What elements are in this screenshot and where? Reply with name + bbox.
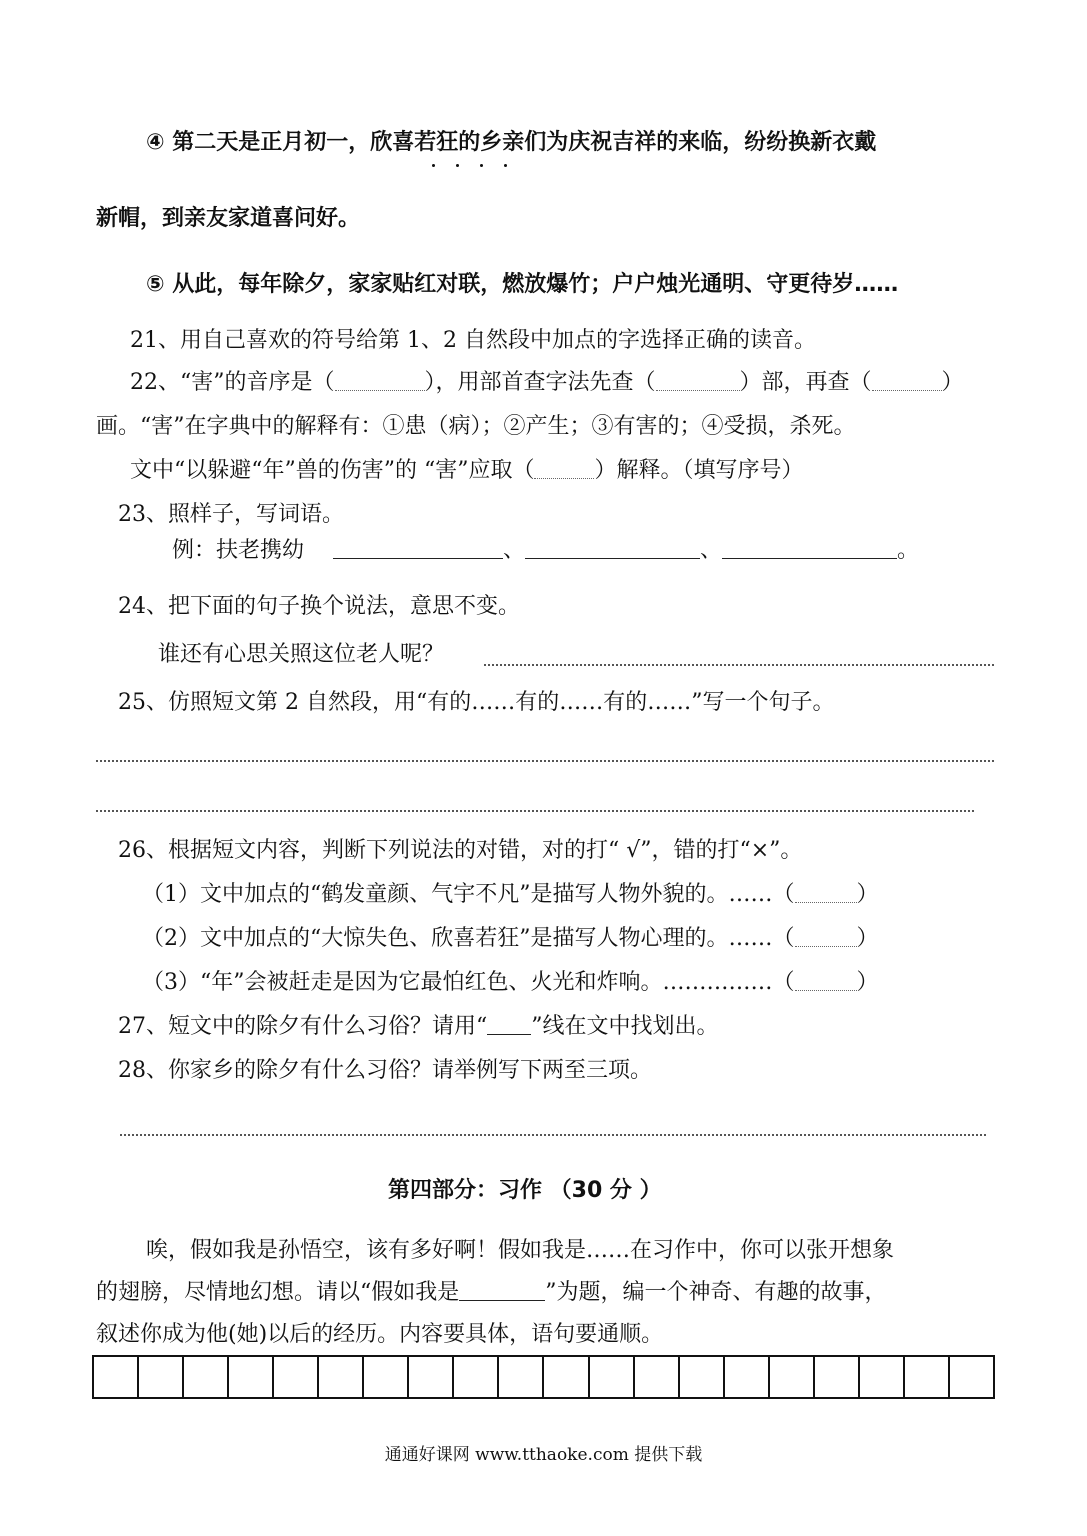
question-22-line3: [130, 456, 804, 486]
grid-cell[interactable]: [860, 1357, 905, 1397]
section-4-line3: 叙述你成为他(她)以后的经历。内容要具体，语句要通顺。: [96, 1322, 664, 1347]
grid-cell[interactable]: [544, 1357, 589, 1397]
question-26-3: [142, 968, 879, 998]
question-27: [118, 1012, 719, 1042]
essay-writing-grid[interactable]: [92, 1355, 995, 1399]
q27-underline-sample: [487, 1014, 531, 1035]
grid-cell[interactable]: [139, 1357, 184, 1397]
emphasis-dot: [456, 164, 459, 167]
grid-cell[interactable]: [815, 1357, 860, 1397]
q24-answer-line[interactable]: [484, 664, 994, 666]
q23-separator-2: 、: [700, 538, 723, 563]
grid-cell[interactable]: [409, 1357, 454, 1397]
grid-cell[interactable]: [454, 1357, 499, 1397]
q23-separator-1: 、: [503, 538, 526, 563]
q22-text-d: ）: [941, 370, 964, 395]
question-26-2: [142, 924, 879, 954]
grid-cell[interactable]: [770, 1357, 815, 1397]
essay-title-blank[interactable]: [459, 1280, 545, 1301]
q22-text-a: 22、“害”的音序是（: [130, 370, 335, 395]
q26-3-text: （3）“年”会被赶走是因为它最怕红色、火光和炸响。……………（: [142, 970, 795, 995]
story-para-5-line1: ⑤ 从此，每年除夕，家家贴红对联，燃放爆竹；户户烛光通明、守更待岁……: [146, 272, 899, 297]
section-4-title: 第四部分：习作 （30 分 ）: [388, 1178, 662, 1203]
story-para-4-line1: ④ 第二天是正月初一，欣喜若狂的乡亲们为庆祝吉祥的来临，纷纷换新衣戴: [146, 130, 877, 155]
question-24: 24、把下面的句子换个说法，意思不变。: [118, 594, 520, 619]
grid-cell[interactable]: [229, 1357, 274, 1397]
grid-cell[interactable]: [590, 1357, 635, 1397]
question-22-line2: 画。“害”在字典中的解释有：①患（病）；②产生；③有害的；④受损，杀死。: [96, 414, 856, 439]
question-24-sentence: 谁还有心思关照这位老人呢？: [158, 642, 445, 667]
question-26-1: [142, 880, 879, 910]
grid-cell[interactable]: [274, 1357, 319, 1397]
grid-cell[interactable]: [499, 1357, 544, 1397]
question-26: 26、根据短文内容，判断下列说法的对错，对的打“ √”，错的打“×”。: [118, 838, 803, 863]
q22-line3-text-b: ）解释。（填写序号）: [594, 458, 804, 483]
q22-blank-1[interactable]: [335, 370, 425, 391]
grid-cell[interactable]: [364, 1357, 409, 1397]
q26-3-close: ）: [856, 970, 879, 995]
q25-answer-line-1[interactable]: [96, 760, 994, 762]
section-4-line2: [96, 1278, 887, 1308]
emphasis-dot: [504, 164, 507, 167]
grid-cell[interactable]: [184, 1357, 229, 1397]
grid-cell[interactable]: [319, 1357, 364, 1397]
q26-2-close: ）: [856, 926, 879, 951]
question-22-line1: [130, 368, 964, 398]
grid-cell[interactable]: [725, 1357, 770, 1397]
q27-text-b: ”线在文中找划出。: [531, 1014, 719, 1039]
q23-example: 例：扶老携幼: [172, 538, 305, 563]
q22-line3-text-a: 文中“以躲避“年”兽的伤害”的 “害”应取（: [130, 458, 535, 483]
question-21: 21、用自己喜欢的符号给第 1、2 自然段中加点的字选择正确的读音。: [130, 328, 816, 353]
q28-answer-line[interactable]: [120, 1134, 986, 1136]
q26-2-text: （2）文中加点的“大惊失色、欣喜若狂”是描写人物心理的。……（: [142, 926, 795, 951]
q23-end: 。: [897, 538, 920, 563]
emphasis-dot: [480, 164, 483, 167]
q23-answer-3[interactable]: [722, 538, 897, 559]
q26-1-answer[interactable]: [795, 882, 857, 903]
grid-cell[interactable]: [950, 1357, 993, 1397]
question-23-example-row: [172, 536, 919, 566]
q22-blank-3[interactable]: [872, 370, 942, 391]
q22-text-c: ）部，再查（: [739, 370, 872, 395]
grid-cell[interactable]: [905, 1357, 950, 1397]
section-4-line2-a: 的翅膀，尽情地幻想。请以“假如我是: [96, 1280, 460, 1305]
question-28: 28、你家乡的除夕有什么习俗？请举例写下两至三项。: [118, 1058, 652, 1083]
q22-blank-2[interactable]: [656, 370, 740, 391]
page-footer: 通通好课网 www.tthaoke.com 提供下载: [384, 1445, 703, 1465]
story-para-4-line2: 新帽，到亲友家道喜问好。: [96, 206, 361, 231]
question-23: 23、照样子，写词语。: [118, 502, 344, 527]
q26-1-close: ）: [856, 882, 879, 907]
q23-answer-1[interactable]: [333, 538, 503, 559]
q22-blank-4[interactable]: [534, 458, 594, 479]
q22-text-b: ），用部首查字法先查（: [424, 370, 656, 395]
grid-cell[interactable]: [635, 1357, 680, 1397]
q26-1-text: （1）文中加点的“鹤发童颜、气宇不凡”是描写人物外貌的。……（: [142, 882, 795, 907]
grid-cell[interactable]: [680, 1357, 725, 1397]
q27-text-a: 27、短文中的除夕有什么习俗？请用“: [118, 1014, 488, 1039]
q26-2-answer[interactable]: [795, 926, 857, 947]
question-25: 25、仿照短文第 2 自然段，用“有的……有的……有的……”写一个句子。: [118, 690, 835, 715]
section-4-line1: 唉，假如我是孙悟空，该有多好啊！假如我是……在习作中，你可以张开想象: [146, 1238, 895, 1263]
q25-answer-line-2[interactable]: [96, 810, 974, 812]
section-4-line2-b: ”为题，编一个神奇、有趣的故事，: [545, 1280, 887, 1305]
grid-cell[interactable]: [94, 1357, 139, 1397]
q26-3-answer[interactable]: [795, 970, 857, 991]
emphasis-dot: [432, 164, 435, 167]
q23-answer-2[interactable]: [525, 538, 700, 559]
